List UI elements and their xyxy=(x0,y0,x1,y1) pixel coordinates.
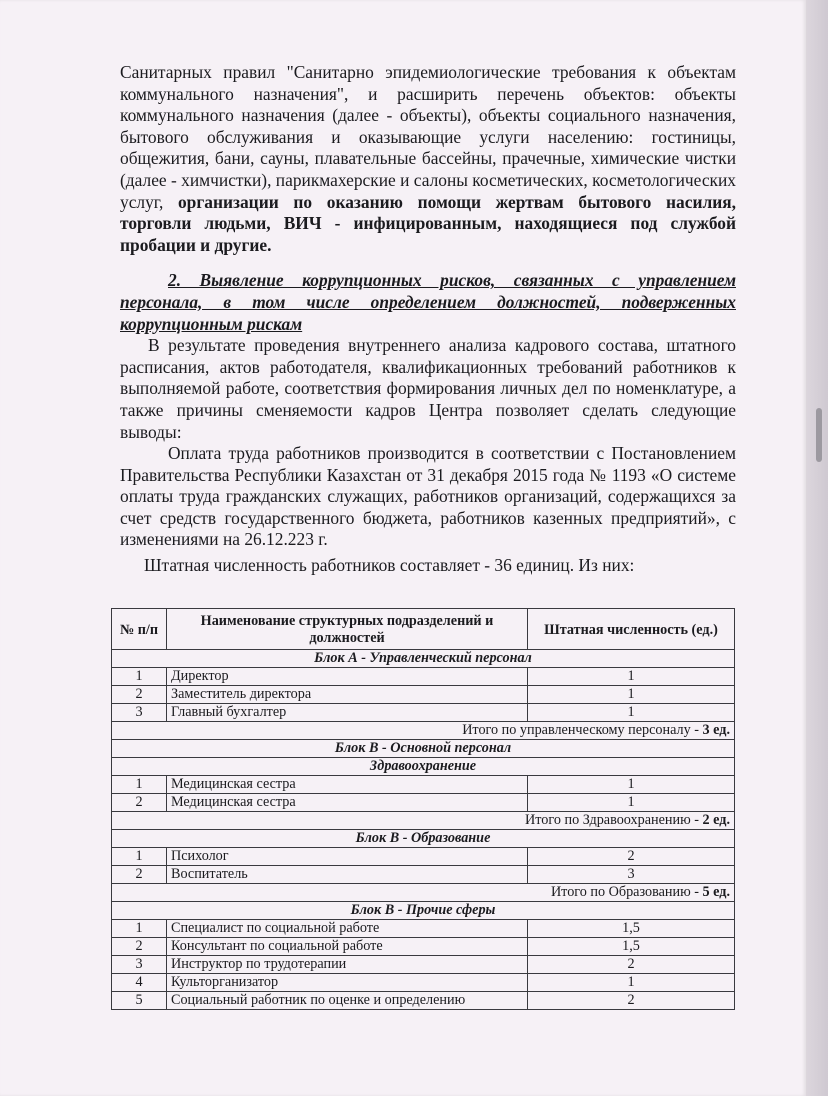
header-name: Наименование структурных подразделений и должностей xyxy=(167,609,528,650)
row-number: 2 xyxy=(112,794,167,812)
row-number: 2 xyxy=(112,686,167,704)
row-position-name: Инструктор по трудотерапии xyxy=(167,956,528,974)
table-row xyxy=(112,974,735,992)
row-number: 1 xyxy=(112,668,167,686)
row-number: 1 xyxy=(112,848,167,866)
block-a-title xyxy=(112,650,735,668)
document-text xyxy=(120,62,736,577)
row-number: 1 xyxy=(112,776,167,794)
row-number: 2 xyxy=(112,938,167,956)
header-count: Штатная численность (ед.) xyxy=(528,609,735,650)
row-count: 2 xyxy=(528,848,735,866)
row-count: 1 xyxy=(528,686,735,704)
total-value: 2 ед. xyxy=(702,812,730,828)
row-position-name: Психолог xyxy=(167,848,528,866)
row-position-name: Медицинская сестра xyxy=(167,794,528,812)
row-count: 1 xyxy=(528,704,735,722)
block-a-title-cell: Блок А - Управленческий персонал xyxy=(112,650,735,668)
row-number: 3 xyxy=(112,704,167,722)
table-row xyxy=(112,668,735,686)
row-count: 1 xyxy=(528,776,735,794)
row-number: 5 xyxy=(112,992,167,1010)
row-count: 1,5 xyxy=(528,938,735,956)
row-position-name: Медицинская сестра xyxy=(167,776,528,794)
paragraph-1 xyxy=(120,62,736,256)
table-row xyxy=(112,794,735,812)
block-b-health-subtitle xyxy=(112,758,735,776)
block-b-education-title-cell: Блок В - Образование xyxy=(112,830,735,848)
block-b-health-title-cell: Блок В - Основной персонал xyxy=(112,740,735,758)
header-num: № п/п xyxy=(112,609,167,650)
row-number: 1 xyxy=(112,920,167,938)
table-row xyxy=(112,866,735,884)
table-row xyxy=(112,920,735,938)
block-b-health-subtitle-cell: Здравоохранение xyxy=(112,758,735,776)
staff-table xyxy=(111,608,735,1010)
row-count: 2 xyxy=(528,956,735,974)
paragraph-4: Штатная численность работников составляет - 36 единиц. Из них: xyxy=(144,555,635,576)
table-row xyxy=(112,848,735,866)
total-value: 5 ед. xyxy=(702,884,730,900)
total-label: Итого по управленческому персоналу - xyxy=(462,722,699,738)
row-position-name: Заместитель директора xyxy=(167,686,528,704)
paragraph-2: В результате проведения внутреннего анализа кадрового состава, штатного расписания, актов работодателя, квалификационных требований работников к выполняемой работе, соответствия формирования личных дел по номенклатуре, а также причины сменяемости кадров Центра позволяет сделать следующие выводы: xyxy=(120,335,736,442)
table-header-row xyxy=(112,609,735,650)
row-position-name: Главный бухгалтер xyxy=(167,704,528,722)
total-row xyxy=(112,812,735,830)
total-value: 3 ед. xyxy=(702,722,730,738)
table-row xyxy=(112,938,735,956)
row-position-name: Воспитатель xyxy=(167,866,528,884)
total-row xyxy=(112,722,735,740)
block-b-education-title xyxy=(112,830,735,848)
table-row xyxy=(112,704,735,722)
scrollbar-thumb[interactable] xyxy=(816,408,822,462)
row-number: 4 xyxy=(112,974,167,992)
total-label: Итого по Здравоохранению - xyxy=(525,812,699,828)
section-2-heading: 2. Выявление коррупционных рисков, связанных с управлением персонала, в том числе определением должностей, подверженных коррупционным рискам xyxy=(120,270,736,334)
table-row xyxy=(112,776,735,794)
row-count: 1,5 xyxy=(528,920,735,938)
paragraph-3: Оплата труда работников производится в соответствии с Постановлением Правительства Республики Казахстан от 31 декабря 2015 года № 1193 «О системе оплаты труда гражданских служащих, работников организаций, содержащихся за счет средств государственного бюджета, работников казенных предприятий», с изменениями на 26.12.223 г. xyxy=(120,443,736,550)
table-row xyxy=(112,686,735,704)
total-cell xyxy=(112,884,735,902)
row-position-name: Директор xyxy=(167,668,528,686)
row-position-name: Социальный работник по оценке и определению xyxy=(167,992,528,1010)
block-b-other-title xyxy=(112,902,735,920)
total-cell xyxy=(112,722,735,740)
table-row xyxy=(112,992,735,1010)
row-count: 1 xyxy=(528,794,735,812)
row-count: 1 xyxy=(528,668,735,686)
row-number: 2 xyxy=(112,866,167,884)
block-b-other-title-cell: Блок В - Прочие сферы xyxy=(112,902,735,920)
row-position-name: Консультант по социальной работе xyxy=(167,938,528,956)
total-row xyxy=(112,884,735,902)
row-position-name: Специалист по социальной работе xyxy=(167,920,528,938)
row-count: 3 xyxy=(528,866,735,884)
viewer-edge xyxy=(806,0,828,1096)
block-b-health-title xyxy=(112,740,735,758)
row-count: 1 xyxy=(528,974,735,992)
row-position-name: Культорганизатор xyxy=(167,974,528,992)
total-cell xyxy=(112,812,735,830)
row-number: 3 xyxy=(112,956,167,974)
paragraph-1-bold: организации по оказанию помощи жертвам бытового насилия, торговли людьми, ВИЧ - инфицированным, находящиеся под службой пробации и другие. xyxy=(120,191,736,255)
table-row xyxy=(112,956,735,974)
row-count: 2 xyxy=(528,992,735,1010)
total-label: Итого по Образованию - xyxy=(550,884,699,900)
paragraph-1-normal: Санитарных правил "Санитарно эпидемиологические требования к объектам коммунального назначения", и расширить перечень объектов: объекты коммунального назначения (далее - объекты), объекты социального назначения, бытового обслуживания и оказывающие услуги населению: гостиницы, общежития, бани, сауны, плавательные бассейны, прачечные, химические чистки (далее - химчистки), парикмахерские и салоны косметических, косметологических услуг, xyxy=(120,62,736,212)
